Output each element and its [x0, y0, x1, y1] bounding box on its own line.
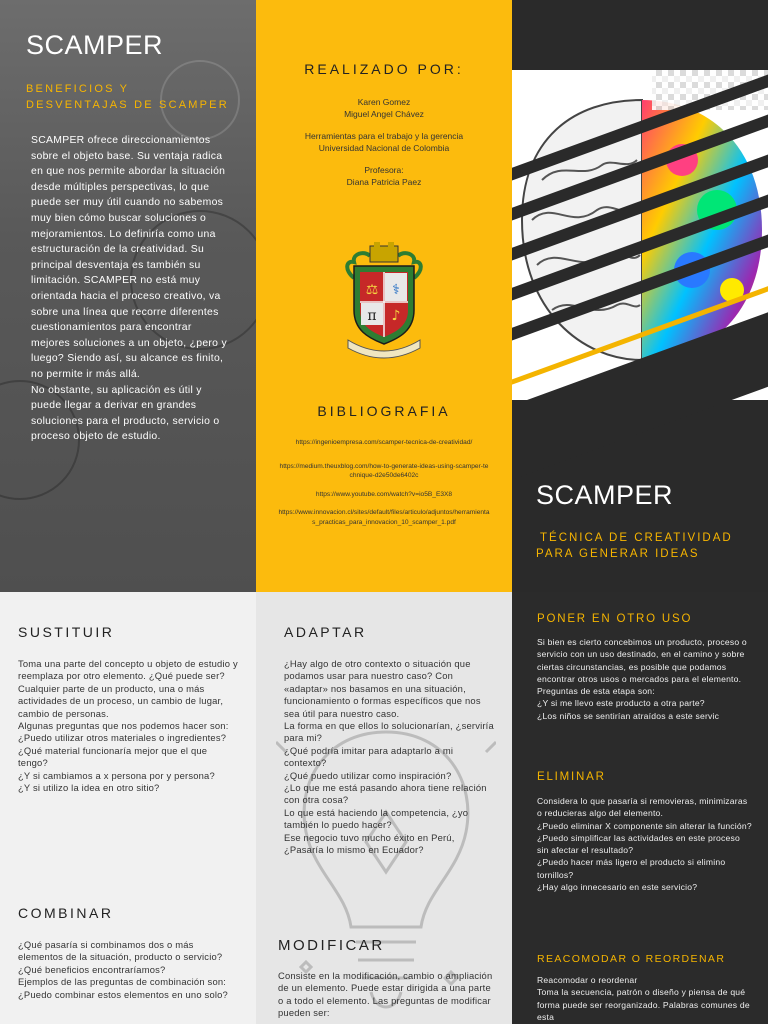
author-name: Miguel Angel Chávez [344, 108, 424, 119]
benefits-paragraph: SCAMPER ofrece direccionamientos sobre el objeto base. Su ventaja radica en que nos permite abordar la situación desde múltiples perspectivas, lo que puede ser muy útil cuando no sabemos muy bien cómo buscar soluciones o mejoramientos. Lo definiría como una estructuración de la creatividad. Su principal desventaja es también su limitación. SCAMPER no está muy orientada hacia el proceso creativo, va sobre una línea que recorre diferentes cuestionamientos para encontrar mejores soluciones a un objeto, ¿pero y luego? Siendo así, su alcance es finito, no permite ir más allá. [31, 135, 227, 380]
panel-adaptar-modificar [256, 592, 512, 1024]
section-heading-eliminar: ELIMINAR [537, 771, 606, 783]
cover-title: SCAMPER [536, 480, 674, 510]
subtitle-line: DESVENTAJAS DE SCAMPER [26, 99, 229, 111]
course-name: Herramientas para el trabajo y la gerencia [304, 131, 464, 141]
section-body-modificar: Consiste en la modificación, cambio o ampliación de un elemento. Puede estar dirigida a una parte o a todo el elemento. Las preguntas de modificar pueden ser: [278, 970, 493, 1019]
subtitle-line: TÉCNICA DE CREATIVIDAD [540, 532, 733, 544]
svg-text:π: π [367, 308, 377, 324]
panel-otro-uso-eliminar [512, 592, 768, 1024]
panel-benefits [0, 0, 256, 592]
cover-subtitle [536, 530, 733, 562]
section-heading-otro-uso: PONER EN OTRO USO [537, 613, 693, 625]
bibliography-list [278, 438, 490, 528]
credits-heading: REALIZADO POR: [304, 61, 464, 77]
panel-cover [512, 0, 768, 592]
university-seal-icon [340, 240, 428, 360]
benefits-paragraph: No obstante, su aplicación es útil y puede llegar a derivar en grandes soluciones para el producto, servicio o proceso objeto de estudio. [31, 384, 220, 443]
panel-sustituir-combinar [0, 592, 256, 1024]
section-body-combinar: ¿Qué pasaría si combinamos dos o más elementos de la situación, producto o servicio? ¿Qué beneficios encontraríamos? Ejemplos de las preguntas de combinación son: ¿Puedo combinar estos elementos en uno solo? [18, 939, 228, 1000]
decorative-stripe [512, 0, 764, 15]
panel-subtitle [26, 81, 229, 113]
svg-text:♪: ♪ [391, 308, 401, 324]
professor-name: Diana Patricia Paez [346, 176, 422, 187]
benefits-text [31, 133, 227, 445]
bibliography-heading: BIBLIOGRAFIA [317, 403, 451, 419]
bibliography-link[interactable]: https://www.innovacion.cl/sites/default/files/articulo/adjuntos/herramientas_practicas_para_innovacion_10_scamper_1.pdf [278, 509, 490, 526]
bibliography-link[interactable]: https://ingenioempresa.com/scamper-tecnica-de-creatividad/ [295, 439, 473, 446]
section-body-otro-uso: Si bien es cierto concebimos un producto, proceso o servicio con un uso destinado, en el camino y sobre ciertas circunstancias, es posible que podamos encontrar otros usos o mercados para el elemento. Preguntas de esta etapa son: ¿Y si me llevo este producto a otra parte? ¿Los niños se sentirían atraídos a este servic [537, 637, 747, 721]
svg-text:⚕: ⚕ [392, 282, 400, 298]
university-name: Universidad Nacional de Colombia [318, 142, 450, 153]
bibliography-link[interactable]: https://www.youtube.com/watch?v=io5B_E3X8 [315, 490, 453, 498]
section-heading-reacomodar: REACOMODAR O REORDENAR [537, 953, 726, 965]
panel-title: SCAMPER [26, 30, 164, 60]
section-body-sustituir: Toma una parte del concepto u objeto de estudio y reemplaza por otro elemento. ¿Qué puede ser? Cualquier parte de un producto, una o más actividades de un proceso, un cambio de lugar, cambio de personas. Algunas preguntas que nos podemos hacer son: ¿Puedo utilizar otros materiales o ingredientes? ¿Qué material funcionaría mejor que el que tengo? ¿Y si cambiamos a x persona por y persona? ¿Y si utilizo la idea en otro sitio? [18, 658, 238, 794]
section-body-adaptar: ¿Hay algo de otro contexto o situación que podamos usar para nuestro caso? Con «adaptar» nos basamos en una situación, funcionamiento o formas específicos que nos sea útil para nuestro caso. La forma en que ellos lo solucionarían, ¿serviría para mi? ¿Qué podría imitar para adaptarlo a mi contexto? ¿Qué puedo utilizar como inspiración? ¿Lo que me está pasando ahora tiene relación con otra cosa? Lo que está haciendo la competencia, ¿yo también lo puedo hacer? Ese negocio tuvo mucho éxito en Perú, ¿Pasaría lo mismo en Ecuador? [284, 658, 494, 856]
subtitle-line: PARA GENERAR IDEAS [536, 548, 700, 560]
authors [256, 97, 512, 188]
bibliography-link[interactable]: https://medium.theuxblog.com/how-to-generate-ideas-using-scamper-technique-d2e50de6402c [279, 462, 489, 480]
author-name: Karen Gomez [357, 97, 411, 107]
subtitle-line: BENEFICIOS Y [26, 83, 130, 95]
section-heading-modificar: MODIFICAR [278, 937, 385, 954]
svg-text:⚖: ⚖ [365, 282, 379, 298]
section-body-reacomodar: Reacomodar o reordenar Toma la secuencia, patrón o diseño y piensa de qué forma puede ser reorganizado. Palabras comunes de esta [537, 975, 750, 1022]
section-heading-sustituir: SUSTITUIR [18, 624, 115, 640]
section-heading-combinar: COMBINAR [18, 905, 114, 921]
section-body-eliminar: Considera lo que pasaría si removieras, minimizaras o reducieras algo del elemento. ¿Puedo eliminar X componente sin alterar la función? ¿Puedo simplificar las actividades en este proceso sin afectar el resultado? ¿Puedo hacer más ligero el producto si elimino tornillos? ¿Hay algo innecesario en este servicio? [537, 796, 752, 893]
panel-credits [256, 0, 512, 592]
section-heading-adaptar: ADAPTAR [284, 624, 367, 640]
professor-label: Profesora: [364, 165, 404, 175]
